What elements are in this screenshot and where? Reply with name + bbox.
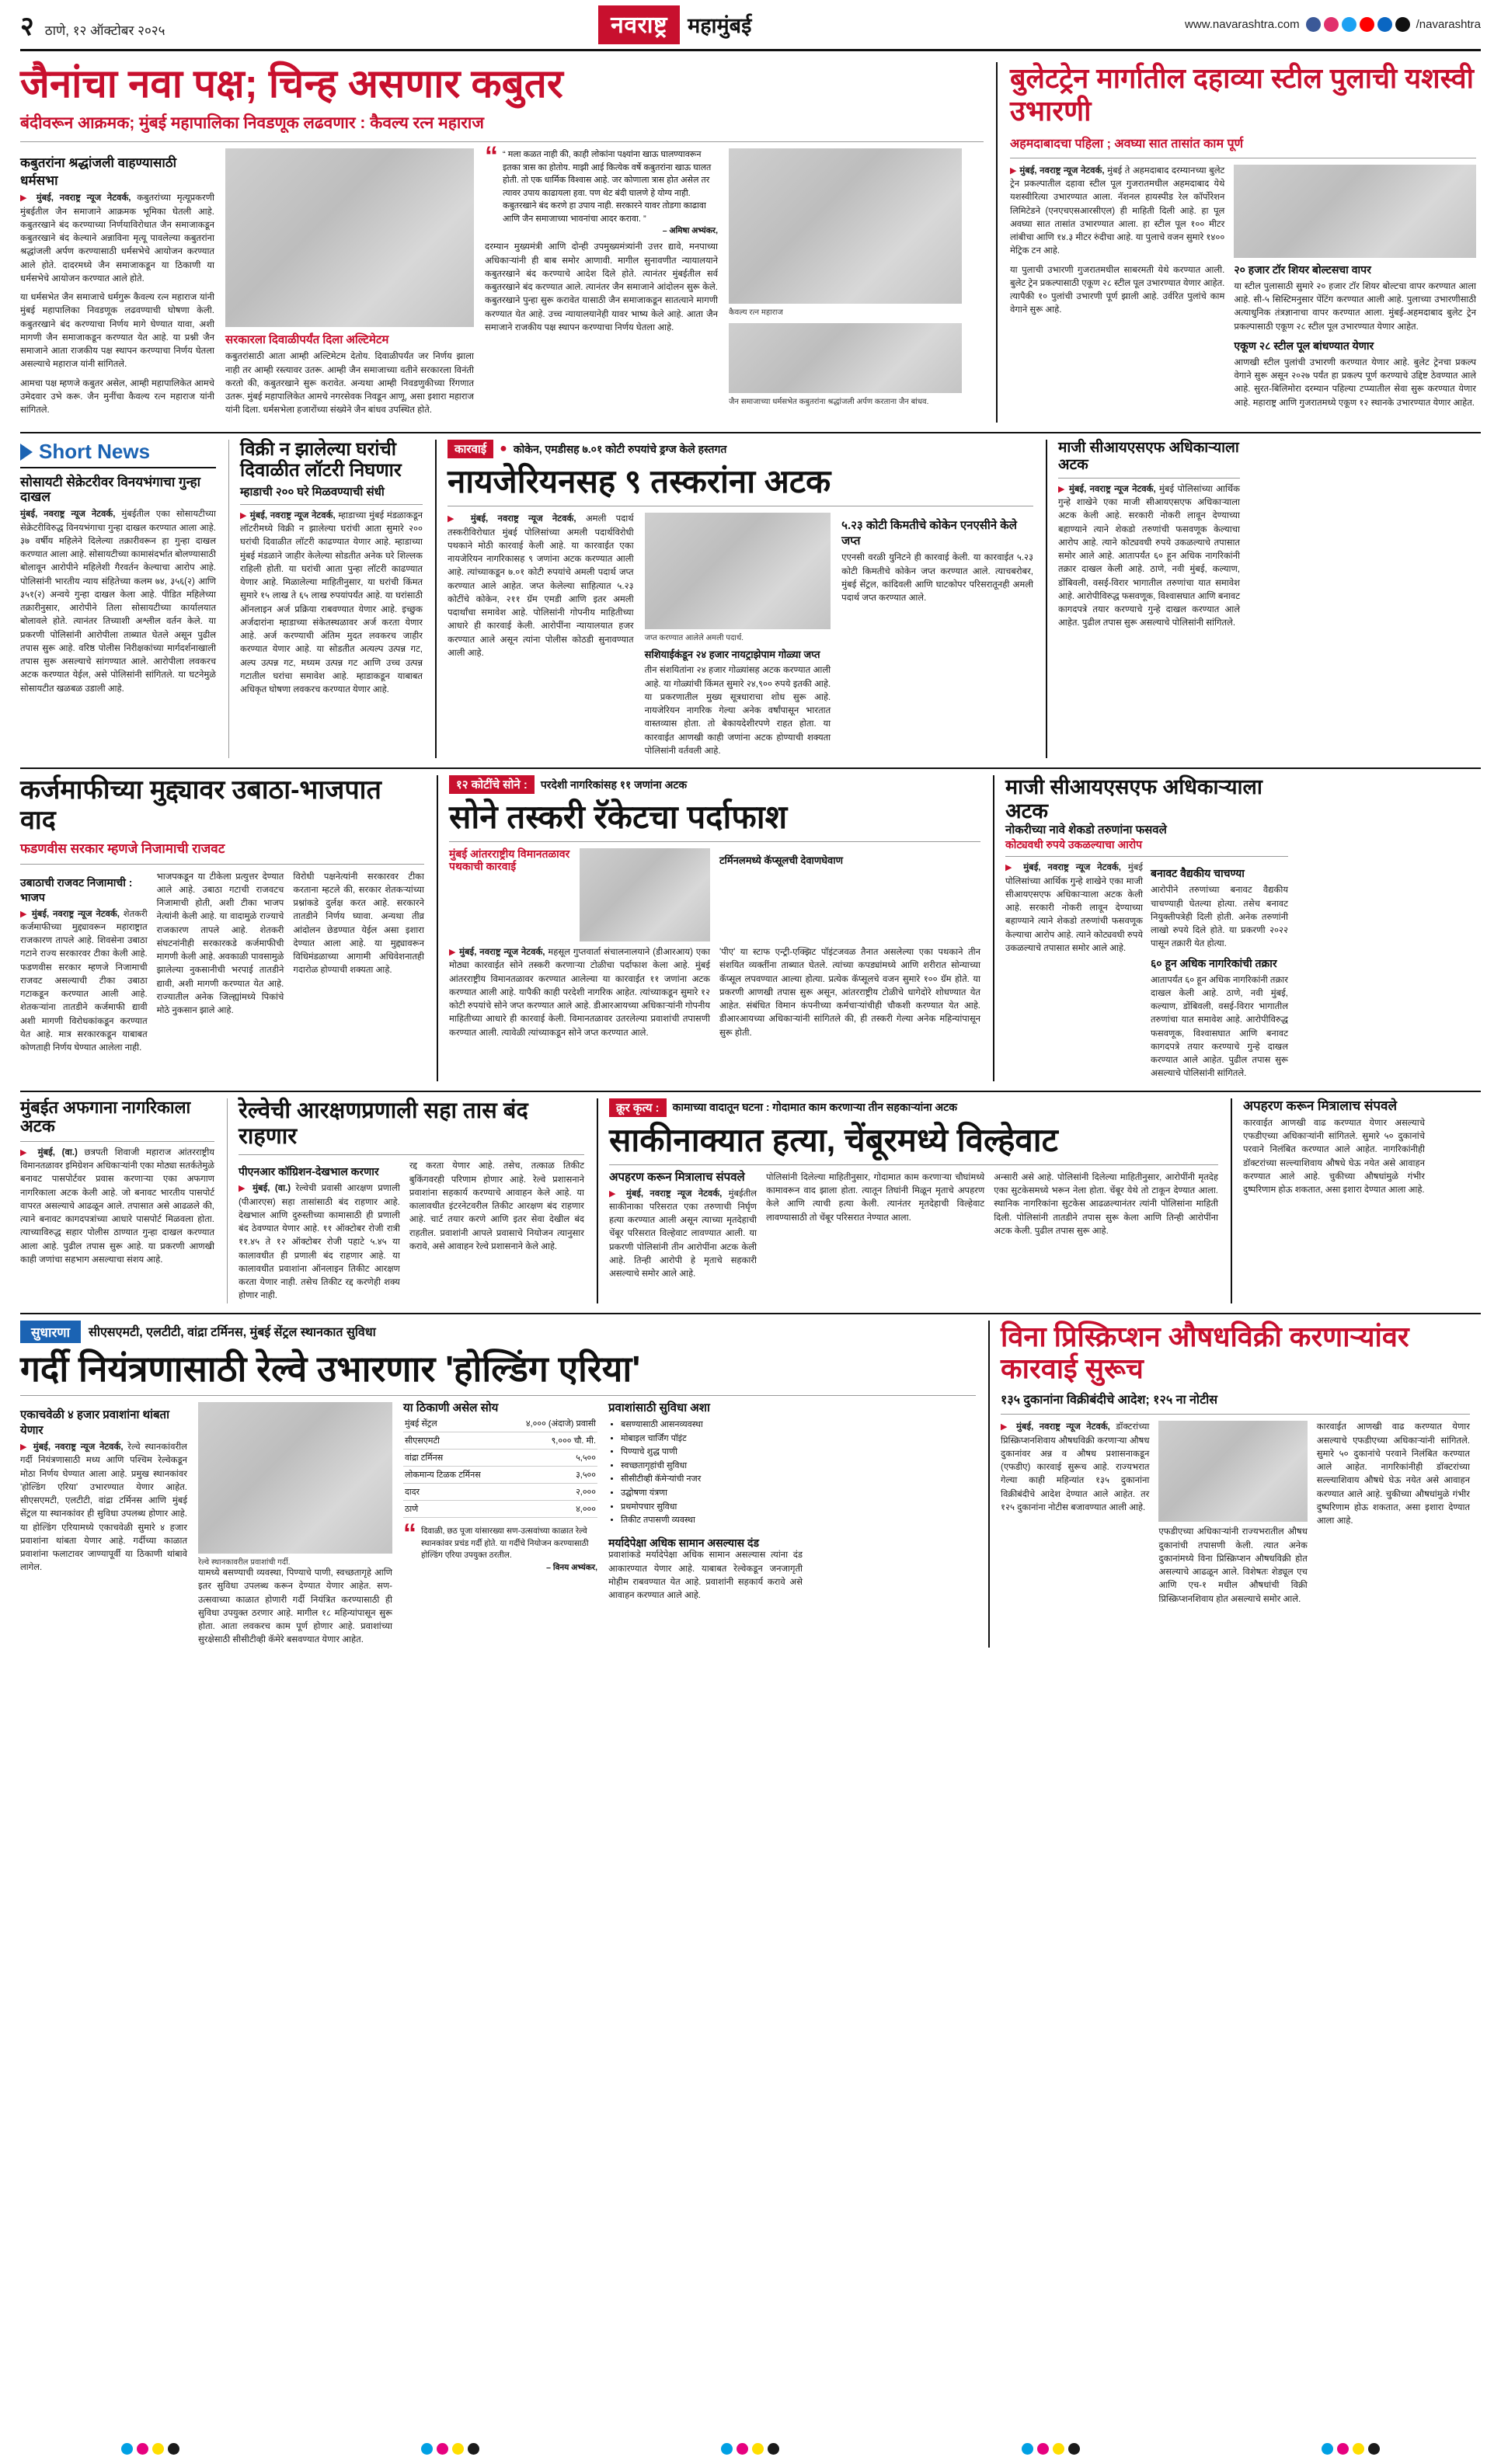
railway-byline: मुंबई, (वा.) — [252, 1184, 291, 1194]
social-handle: /navarashtra — [1416, 18, 1481, 31]
play-arrow-icon — [20, 444, 33, 461]
holding-area-table — [403, 1415, 597, 1518]
lead-headline: जैनांचा नवा पक्ष; चिन्ह असणार कबुतर — [20, 61, 563, 106]
loan-dek: फडणवीस सरकार म्हणजे निजामाची राजवट — [20, 841, 225, 857]
pharmacy-photo — [1158, 1421, 1307, 1522]
gold-headline: सोने तस्करी रॅकेटचा पर्दाफाश — [449, 799, 788, 836]
holding-area-photo-caption: रेल्वे स्थानकावरील प्रवाशांची गर्दी. — [198, 1558, 291, 1568]
station-name: दादर — [403, 1483, 504, 1500]
lead-quote: “ मला कळत नाही की, काही लोकांना पक्ष्यांना खाऊ घालण्यावरून इतका त्रास का होतोय. माझी आई कित्येक वर्षे कबुतरांना खाऊ घालत होती. तो एक धार्मिक विश्वास आहे. जर कोणाला त्रास होत असेल तर त्यावर उपाय काढायला हवा. पण थेट बंदी घालणे हे योग्य नाही. कबुतरखाने बंद करणे हा उपाय नाही. सरकारने यावर तोडगा काढावा आणि जैन समाजाच्या भावनांचा आदर करावा. ” — [503, 150, 712, 224]
loan-byline: मुंबई, नवराष्ट्र न्यूज नेटवर्क, — [31, 909, 120, 919]
bottom-zone — [20, 1321, 1481, 1648]
website-url[interactable]: www.navarashtra.com — [1185, 18, 1300, 31]
table-row — [403, 1432, 597, 1449]
bullet-train-col1: मुंबई ते अहमदाबाद दरम्यानच्या बुलेट ट्रेन प्रकल्पातील दहावा स्टील पूल गुजरातमधील अहमदाबाद येथे यशस्वीरित्या उभारण्यात आला. नॅशनल हायस्पीड रेल कॉर्पोरेशन लिमिटेडने (एनएचएसआरसीएल) ही माहिती दिली आहे. हा पूल अवघ्या सात तासांत उभारण्यात आला. हा स्टील पूल १०० मीटर लांबीचा आणि १४.३ मीटर रुंदीचा आहे. या पुलाचे वजन सुमारे १४०० मेट्रिक टन आहे. — [1010, 165, 1225, 256]
railway-headline: रेल्वेची आरक्षणप्रणाली सहा तास बंद राहणार — [239, 1098, 528, 1150]
pharmacy-dek: १३५ दुकानांना विक्रीबंदीचे आदेश; १२५ ना नोटीस — [1001, 1394, 1218, 1408]
cisf-headline: माजी सीआयएसएफ अधिकाऱ्याला अटक — [1005, 775, 1262, 823]
gold-submid: टर्मिनलमध्ये कॅप्सूलची देवाणघेवाण — [719, 854, 843, 867]
lead-col1c: आमचा पक्ष म्हणजे कबुतर असेल, आम्ही महापालिकेत आमचे उमेदवार उभे करू. जैन मुनींचा कैवल्य रत्न महाराज यांनी सांगितले. — [20, 378, 214, 416]
holding-area-photo — [198, 1402, 392, 1554]
railway-subhead: पीएनआर कॉग्रिशन-देखभाल करणार — [239, 1165, 379, 1178]
gold-byline: मुंबई, नवराष्ट्र न्यूज नेटवर्क, — [459, 948, 545, 958]
station-name: वांद्रा टर्मिनस — [403, 1449, 504, 1466]
page-number: २ — [20, 11, 34, 41]
station-value: ४,००० — [504, 1500, 597, 1517]
list-item: • सीसीटीव्ही कॅमेऱ्यांची नजर — [621, 1473, 803, 1487]
lead-story: जैनांचा नवा पक्ष; चिन्ह असणार कबुतर बंदीवरून आक्रमक; मुंबई महापालिका निवडणूक लढवणार : कैवल्य रत्न महाराज कबुतरांना श्रद्धांजली वाहण्यासाठी धर्मसभा ▶ मुंबई, नवराष्ट्र न्यूज नेटवर्क, कबुतरांच्या मृत्यूप्रकरणी मुंबईतील जैन समाजाने आक्रमक भूमिका घेतली आहे. कबुतरखाने बंद करण्याच्या निर्णयाविरोधात जैन समाजाकडून कबुतरखाने बंद केल्याने अन्नाविना मृत्यू पावलेल्या कबुतरांना श्रद्धांजली अर्पण करण्यासाठी धर्मसभेचे आयोजन करण्यात आले होते. दादरमध्ये जैन समाजाकडून या ठिकाणी या धर्मसभेचे आयोजन करण्यात आले होते. या धर्मसभेत जैन समाजाचे धर्मगुरू कैवल्य रत्न महाराज यांनी मुंबई महापालिका निवडणूक लढवण्याची घोषणा केली. कबुतरखाने बंद करण्याचा निर्णय मागे घेण्यात यावा, अशी मागणी जैन समाजाकडून करण्यात येत आहे. या प्रश्नी जैन समाजाने आता राजकीय पक्ष स्थापन करण्याचा निर्णय घेतला असल्याचे महाराज यांनी सांगितले. आमचा पक्ष म्हणजे कबुतर असेल, आम्ही महापालिकेत आमचे उमेदवार उभे करू. जैन मुनींचा कैवल्य रत्न महाराज यांनी सांगितले. सरकारला दिवाळीपर्यंत दिला अल्टिमेटम कबुतरांसाठी आता आम्ही अल्टिमेटम देतोय. दिवाळीपर्यंत जर निर्णय झाला नाही तर आम्ही रस्त्यावर उतरू. आम्ही जैन समाजाच्या वतीने सरकारला विनंती करतो की, कबुतरखाने सुरू करावेत. अन्यथा आम्ही निवडणुकीच्या रिंगणात उतरू. मुंबई महापालिकेत आमचे नगरसेवक निवडून आणू, असा इशारा महाराज यांनी दिला. धर्मसभेला हजारोंच्या संख्येने जैन बांधव उपस्थित होते. “ “ मला कळत नाही की, काही लोकांना पक्ष्यांना खाऊ घालण्यावरून इतका त्रास का होतोय. माझी आई कित्येक वर्षे कबुतरांना खाऊ घालत होती. तो एक धार्मिक विश्वास आहे. जर कोणाला त्रास होत असेल तर त्यावर उपाय काढायला हवा. पण थेट बंदी घालणे हे योग्य नाही. कबुतरखाने बंद करणे हा उपाय नाही. सरकारने यावर तोडगा काढावा आणि जैन समाजाच्या भावनांचा आदर करावा. ” – अमिषा अभ्यंकर, दरम्यान मुख्यमंत्री आणि दोन्ही उपमुख्यमंत्र्यांनी उत्तर द्यावे, मनपाच्या अधिकाऱ्यांनी ही बाब समोर आणावी. मागील सुनावणीत न्यायालयाने कबुतरखाने बंद करण्याचे आदेश दिले होते. त्यानंतर मुंबईतील सर्व कबुतरखाने बंद करण्यात आले. त्यानंतर जैन समाजाने आंदोलन सुरू केले. कबुतरखाने पुन्हा सुरू करावेत यासाठी जैन समाजाकडून सातत्याने मागणी करण्यात येत आहे. उच्च न्यायालयानेही यावर भाष्य केले आहे. आता जैन समाजाने राजकीय पक्ष स्थापन करण्याचा निर्णय घेतला आहे. कैवल्य रत्न महाराज जैन समाजाच्या धर्मसभेत कबुतरांना श्रद्धांजली अर्पण करताना जैन बांधव. — [20, 62, 984, 423]
lottery-story: विक्री न झालेल्या घरांची दिवाळीत लॉटरी निघणार म्हाडाची २०० घरे मिळवण्याची संधी ▶ मुंबई, नवराष्ट्र न्यूज नेटवर्क, म्हाडाच्या मुंबई मंडळाकडून लॉटरीमध्ये विक्री न झालेल्या घरांची आता सुमारे २०० घरांची दिवाळीत लॉटरी काढण्यात येणार आहे. म्हाडाच्या मुंबई मंडळाने जाहीर केलेल्या सोडतीत अनेक घरे शिल्लक राहिली होती. या घरांची आता पुन्हा लॉटरी काढण्यात येणार आहे. मिळालेल्या माहितीनुसार, या घरांची किंमत सुमारे १५ लाख ते ६५ लाख रुपयांपर्यंत आहे. या घरांसाठी ऑनलाइन अर्ज प्रक्रिया राबवण्यात येणार आहे. इच्छुक अर्जदारांना म्हाडाच्या संकेतस्थळावर अर्ज करता येणार आहे. अर्ज करण्याची अंतिम मुदत लवकरच जाहीर करण्यात येणार आहे. या सोडतीत अत्यल्प उत्पन्न गट, अल्प उत्पन्न गट, मध्यम उत्पन्न गट आणि उच्च उत्पन्न गटातील घरांचा समावेश आहे. म्हाडाकडून याबाबत अधिकृत घोषणा लवकरच करण्यात येणार आहे. — [228, 440, 423, 758]
murder-kicker: कामाच्या वादातून घटना : गोदामात काम करणाऱ्या तीन सहकाऱ्यांना अटक — [672, 1101, 958, 1114]
afghan-byline: मुंबई, (वा.) — [37, 1147, 78, 1157]
third-zone — [20, 775, 1481, 1081]
table-row — [403, 1466, 597, 1483]
lead-col1: कबुतरांच्या मृत्यूप्रकरणी मुंबईतील जैन समाजाने आक्रमक भूमिका घेतली आहे. कबुतरखाने बंद करण्याच्या निर्णयाविरोधात जैन समाजाकडून कबुतरखाने बंद केल्याने अन्नाविना मृत्यू पावलेल्या कबुतरांना श्रद्धांजली अर्पण करण्यासाठी धर्मसभेचे आयोजन करण्यात आले होते. दादरमध्ये जैन समाजाकडून या ठिकाणी या धर्मसभेचे आयोजन करण्यात आले होते. — [20, 193, 215, 284]
lead-portrait-caption: कैवल्य रत्न महाराज — [729, 308, 783, 318]
holding-area-col2: यामध्ये बसण्याची व्यवस्था, पिण्याचे पाणी, स्वच्छतागृहे आणि इतर सुविधा उपलब्ध करून देण्यात येणार आहेत. सण-उत्सवाच्या काळात होणारी गर्दी नियंत्रित करण्यासाठी ही सुविधा उपयुक्त ठरणार आहे. मागील १८ महिन्यांपासून सुरू होता. आता लवकरच काम पूर्ण होणार आहे. प्रवाशांच्या सुरक्षेसाठी सीसीटीव्ही कॅमेरे बसवण्यात येणार आहेत. — [198, 1568, 392, 1645]
lead-subhead: कबुतरांना श्रद्धांजली वाहण्यासाठी धर्मसभा — [20, 155, 177, 189]
pharmacy-col1: डॉक्टरांच्या प्रिस्क्रिप्शनशिवाय औषधविक्री करणाऱ्या औषध दुकानांवर अन्न व औषध प्रशासनाकडून (एफडीए) कारवाई सुरूच आहे. राज्यभरात गेल्या काही महिन्यांत १३५ दुकानांना विक्रीबंदीचे आदेश देण्यात आले आहेत. तर १२५ दुकानांना नोटीस बजावण्यात आली आहे. — [1001, 1422, 1150, 1512]
holding-area-kicker: सीएसएमटी, एलटीटी, वांद्रा टर्मिनस, मुंबई सेंट्रल स्थानकात सुविधा — [89, 1326, 376, 1340]
holding-area-quote2: प्रवाशांकडे मर्यादेपेक्षा अधिक सामान असल्यास त्यांना दंड आकारण्यात येणार आहे. याबाबत रेल्वेकडून जनजागृती मोहीम राबवण्यात येत आहे. प्रवाशांनी सहकार्य करावे असे आवाहन करण्यात आले आहे. — [608, 1550, 803, 1601]
gold-kicker: परदेशी नागरिकांसह ११ जणांना अटक — [540, 778, 688, 791]
drugs-kicker: कोकेन, एमडीसह ७.०१ कोटी रुपयांचे ड्रग्ज केले हस्तगत — [513, 442, 727, 455]
list-item: • स्वच्छतागृहांची सुविधा — [621, 1460, 803, 1474]
bullet-train-col1b: या पुलाची उभारणी गुजरातमधील साबरमती येथे करण्यात आली. बुलेट ट्रेन प्रकल्पासाठी एकूण २८ स्टील पूल उभारण्यात येणार आहेत. त्यापैकी १० पुलांची उभारणी पूर्ण झाली आहे. उर्वरित पुलांचे काम वेगाने सुरू आहे. — [1010, 265, 1225, 315]
pharmacy-col2: एफडीएच्या अधिकाऱ्यांनी राज्यभरातील औषध दुकानांची तपासणी केली. त्यात अनेक दुकानांमध्ये विना प्रिस्क्रिप्शन औषधविक्री होत असल्याचे आढळून आले. विशेषतः शेड्यूल एच आणि एच-१ मधील औषधांची विक्री प्रिस्क्रिप्शनशिवाय होत असल्याचे समोर आले. — [1158, 1527, 1308, 1604]
table-row — [403, 1449, 597, 1466]
lead-col2: कबुतरांसाठी आता आम्ही अल्टिमेटम देतोय. दिवाळीपर्यंत जर निर्णय झाला नाही तर आम्ही रस्त्यावर उतरू. आम्ही जैन समाजाच्या वतीने सरकारला विनंती करतो की, कबुतरखाने सुरू करावेत. अन्यथा आम्ही निवडणुकीच्या रिंगणात उतरू. मुंबई महापालिकेत आमचे नगरसेवक निवडून आणू, असा इशारा महाराज यांनी दिला. धर्मसभेला हजारोंच्या संख्येने जैन बांधव उपस्थित होते. — [225, 352, 474, 416]
cisf-col3: आतापर्यंत ६० हून अधिक नागरिकांनी तक्रार दाखल केली आहे. ठाणे, नवी मुंबई, कल्याण, डोंबिवली, वसई-विरार भागातील तरुणांचा यात समावेश आहे. आरोपीविरुद्ध फसवणूक, विश्वासघात आणि बनावट कागदपत्रे तयार करण्याचे गुन्हे दाखल करण्यात आले आहेत. पुढील तपास सुरू असल्याचे पोलिसांनी सांगितले. — [1151, 975, 1288, 1079]
drugs-photo-caption: जप्त करण्यात आलेले अमली पदार्थ. — [644, 634, 744, 643]
bullet-train-sub2: एकूण २८ स्टील पूल बांधण्यात येणार — [1234, 339, 1374, 352]
instagram-icon[interactable] — [1324, 17, 1339, 32]
murder-headline: साकीनाक्यात हत्या, चेंबूरमध्ये विल्हेवाट — [609, 1121, 1058, 1158]
fourth-zone — [20, 1098, 1481, 1303]
gold-tag: १२ कोटींचे सोने : — [449, 775, 535, 794]
quote-open-icon: “ — [485, 141, 498, 172]
station-value: ९,००० चौ. मी. — [504, 1432, 597, 1449]
bullet-train-photo — [1234, 165, 1476, 258]
pharmacy-headline: विना प्रिस्क्रिप्शन औषधविक्री करणाऱ्यांवर कारवाई सुरूच — [1001, 1320, 1409, 1385]
loan-col3: विरोधी पक्षनेत्यांनी सरकारवर टीका करताना म्हटले की, सरकार शेतकऱ्यांच्या प्रश्नांकडे दुर्लक्ष करत आहे. सरकारने तातडीने निर्णय घ्यावा. अन्यथा तीव्र आंदोलन छेडण्यात येईल असा इशारा देण्यात आला आहे. या मुद्द्यावरून विधिमंडळाच्या आगामी अधिवेशनातही गदारोळ होण्याची शक्यता आहे. — [293, 872, 424, 976]
masthead-left — [20, 7, 165, 43]
cisf-byline: मुंबई, नवराष्ट्र न्यूज नेटवर्क, — [1023, 863, 1121, 873]
loan-story: कर्जमाफीच्या मुद्द्यावर उबाठा-भाजपात वाद फडणवीस सरकार म्हणजे निजामाची राजवट उबाठाची राजवट निजामाची : भाजप ▶ मुंबई, नवराष्ट्र न्यूज नेटवर्क, शेतकरी कर्जमाफीच्या मुद्द्यावरून महाराष्ट्रात राजकारण तापले आहे. शिवसेना उबाठा गटाने राज्य सरकारवर टीका केली आहे. फडणवीस सरकार म्हणजे निजामाची राजवट असल्याची टीका उबाठा गटाकडून करण्यात आली आहे. शेतकऱ्यांना तातडीने कर्जमाफी द्यावी अशी मागणी विरोधकांकडून करण्यात येत आहे. मात्र सरकारकडून याबाबत कोणताही निर्णय घेण्यात आलेला नाही. भाजपकडून या टीकेला प्रत्युत्तर देण्यात आले आहे. उबाठा गटाची राजवटच निजामाची होती, अशी टीका भाजप नेत्यांनी केली आहे. या वादामुळे राज्याचे राजकारण तापले आहे. शेतकरी संघटनांनीही सरकारकडे कर्जमाफीची मागणी केली आहे. अवकाळी पावसामुळे झालेल्या नुकसानीची भरपाई तातडीने द्यावी, अशी मागणी करण्यात येत आहे. राज्यातील अनेक जिल्ह्यांमध्ये पिकांचे मोठे नुकसान झाले आहे. विरोधी पक्षनेत्यांनी सरकारवर टीका करताना म्हटले की, सरकार शेतकऱ्यांच्या प्रश्नांकडे दुर्लक्ष करत आहे. सरकारने तातडीने निर्णय घ्यावा. अन्यथा तीव्र आंदोलन छेडण्यात येईल असा इशारा देण्यात आला आहे. या मुद्द्यावरून विधिमंडळाच्या आगामी अधिवेशनातही गदारोळ होण्याची शक्यता आहे. — [20, 775, 424, 1081]
registration-color-bars — [0, 2443, 1501, 2455]
lead-quote2: दरम्यान मुख्यमंत्री आणि दोन्ही उपमुख्यमंत्र्यांनी उत्तर द्यावे, मनपाच्या अधिकाऱ्यांनी ही बाब समोर आणावी. मागील सुनावणीत न्यायालयाने कबुतरखाने बंद करण्याचे आदेश दिले होते. त्यानंतर मुंबईतील सर्व कबुतरखाने बंद करण्यात आले. त्यानंतर जैन समाजाने आंदोलन सुरू केले. कबुतरखाने पुन्हा सुरू करावेत यासाठी जैन समाजाकडून सातत्याने मागणी करण्यात येत आहे. उच्च न्यायालयानेही यावर भाष्य केले आहे. आता जैन समाजाने राजकीय पक्ष स्थापन करण्याचा निर्णय घेतला आहे. — [485, 242, 718, 332]
facebook-icon[interactable] — [1306, 17, 1321, 32]
holding-area-list — [608, 1418, 803, 1528]
cisf-col1: मुंबई पोलिसांच्या आर्थिक गुन्हे शाखेने एका माजी सीआयएसएफ अधिकाऱ्याला अटक केली आहे. सरकारी नोकरी लावून देण्याच्या बहाण्याने त्याने शेकडो तरुणांची फसवणूक केल्याचा आरोप आहे. त्याने कोट्यवधी रुपये उकळल्याचे तपासात समोर आले आहे. — [1005, 863, 1143, 953]
station-name: मुंबई सेंट्रल — [403, 1415, 504, 1432]
short-news-body: मुंबईतील एका सोसायटीच्या सेक्रेटरीविरुद्ध विनयभंगाचा गुन्हा दाखल करण्यात आला आहे. ३७ वर्षीय महिलेने दिलेल्या तक्रारीवरून हा गुन्हा दाखल करण्यात आला आहे. सोसायटीच्या कामासंदर्भात बोलण्यासाठी बोलावून आरोपीने महिलेशी गैरवर्तन केल्याचा आरोप आहे. पोलिसांनी भारतीय न्याय संहितेच्या कलम ७४, ३५६(२) आणि ३५१(२) अन्वये गुन्हा दाखल केला आहे. पीडित महिलेच्या तक्रारीनुसार, आरोपीने तिला सोसायटीच्या कार्यालयात बोलावले होते. त्यानंतर तिच्याशी अश्लील वर्तन केले. या प्रकरणी पोलिसांनी आरोपीला ताब्यात घेतले असून पुढील तपास सुरू आहे. वरिष्ठ पोलीस निरीक्षकांच्या मार्गदर्शनाखाली तपास सुरू असल्याचे सांगण्यात आले. आरोपीला लवकरच अटक करण्यात येईल, असे पोलिसांनी सांगितले. या घटनेमुळे सोसायटीत खळबळ उडाली आहे. — [20, 510, 216, 694]
list-item: • मोबाइल चार्जिंग पॉइंट — [621, 1432, 803, 1446]
gold-subhead: मुंबई आंतरराष्ट्रीय विमानतळावर पथकाची कारवाई — [449, 847, 570, 872]
lottery-subhead: म्हाडाची २०० घरे मिळवण्याची संधी — [240, 485, 385, 499]
social-icons — [1306, 17, 1410, 32]
holding-area-quote1: दिवाळी, छठ पूजा यांसारख्या सण-उत्सवांच्या काळात रेल्वे स्थानकांवर प्रचंड गर्दी होते. या गर्दीचे नियोजन करण्यासाठी होल्डिंग एरिया उपयुक्त ठरतील. — [421, 1526, 589, 1561]
gold-col1: महसूल गुप्तवार्ता संचालनालयाने (डीआरआय) एका मोठ्या कारवाईत सोने तस्करी करणाऱ्या टोळीचा पर्दाफाश केला आहे. मुंबई आंतरराष्ट्रीय विमानतळावर करण्यात आलेल्या या कारवाईत ११ जणांना अटक करण्यात आली आहे. यापैकी काही परदेशी नागरिक आहेत. त्यांच्याकडून सुमारे १२ कोटी रुपयांचे सोने जप्त करण्यात आले आहे. डीआरआयच्या अधिकाऱ्यांनी गोपनीय माहितीच्या आधारे ही कारवाई केली. विमानतळावर उतरलेल्या प्रवाशांची तपासणी करण्यात आली. त्यावेळी त्यांच्याकडून सोने जप्त करण्यात आले. — [449, 948, 710, 1038]
table-row — [403, 1500, 597, 1517]
holding-area-subhead: एकाचवेळी ४ हजार प्रवाशांना थांबता येणार — [20, 1408, 169, 1438]
holding-area-tag: सुधारणा — [20, 1321, 81, 1343]
short-news-block — [20, 440, 216, 758]
pharmacy-col3: कारवाईत आणखी वाढ करण्यात येणार असल्याचे एफडीएच्या अधिकाऱ्यांनी सांगितले. सुमारे ५० दुकानांचे परवाने निलंबित करण्यात आले आहेत. नागरिकांनीही डॉक्टरांच्या सल्ल्याशिवाय औषधे घेऊ नयेत असे आवाहन करण्यात आले आहे. चुकीच्या औषधांमुळे गंभीर दुष्परिणाम होऊ शकतात, असा इशारा देण्यात आला आहे. — [1316, 1422, 1470, 1526]
threads-icon[interactable] — [1395, 17, 1410, 32]
bullet-train-sub1: २० हजार टॉर शियर बोल्टसचा वापर — [1234, 263, 1371, 276]
holding-area-col1: रेल्वे स्थानकांवरील गर्दी नियंत्रणासाठी मध्य आणि पश्चिम रेल्वेकडून मोठा निर्णय घेण्यात आला आहे. प्रमुख स्थानकांवर 'होल्डिंग एरिया' उभारण्यात येणार आहेत. सीएसएमटी, एलटीटी, वांद्रा टर्मिनस आणि मुंबई सेंट्रल या स्थानकांवर ही सुविधा उपलब्ध होणार आहे. या होल्डिंग एरियामध्ये एकाचवेळी सुमारे ४ हजार प्रवाशांना थांबता येणार आहे. गर्दीच्या काळात प्रवाशांना फलाटावर जाण्यापूर्वी या ठिकाणी थांबावे लागेल. — [20, 1443, 187, 1573]
drugs-headline: नायजेरियनसह ९ तस्करांना अटक — [448, 463, 831, 500]
gold-story: १२ कोटींचे सोने : परदेशी नागरिकांसह ११ जणांना अटक सोने तस्करी रॅकेटचा पर्दाफाश मुंबई आंतरराष्ट्रीय विमानतळावर पथकाची कारवाई टर्मिनलमध्ये कॅप्सूलची देवाणघेवाण ▶ मुंबई, नवराष्ट्र न्यूज नेटवर्क, महसूल गुप्तवार्ता संचालनालयाने (डीआरआय) एका मोठ्या कारवाईत सोने तस्करी करणाऱ्या टोळीचा पर्दाफाश केला आहे. मुंबई आंतरराष्ट्रीय विमानतळावर करण्यात आलेल्या या कारवाईत ११ जणांना अटक करण्यात आली आहे. यापैकी काही परदेशी नागरिक आहेत. त्यांच्याकडून सुमारे १२ कोटी रुपयांचे सोने जप्त करण्यात आले आहे. डीआरआयच्या अधिकाऱ्यांनी गोपनीय माहितीच्या आधारे ही कारवाई केली. विमानतळावर उतरलेल्या प्रवाशांची तपासणी करण्यात आली. त्यावेळी त्यांच्याकडून सोने जप्त करण्यात आले. 'पीए' या स्टाफ एन्ट्री-एक्झिट पॉइंटजवळ तैनात असलेल्या एका पथकाने तीन संशयित व्यक्तींना ताब्यात घेतले. त्यांच्या कपड्यांमध्ये आणि शरीरात सोन्याच्या कॅप्सूल लपवण्यात आल्या होत्या. प्रत्येक कॅप्सूलचे वजन सुमारे १०० ग्रॅम होते. या प्रकरणी आणखी तपास सुरू असून, आंतरराष्ट्रीय टोळीचे धागेदोरे शोधण्यात येत आहेत. संबंधित विमान कंपनीच्या कर्मचाऱ्यांचीही चौकशी करण्यात येत आहे. डीआरआयच्या अधिकाऱ्यांनी सांगितले की, ही तस्करी गेल्या अनेक महिन्यांपासून सुरू होती. — [437, 775, 980, 1081]
railway-col2: रद्द करता येणार आहे. तसेच, तत्काळ तिकीट बुकिंगवरही परिणाम होणार आहे. रेल्वे प्रशासनाने प्रवाशांना सहकार्य करण्याचे आवाहन केले आहे. या कालावधीत इंटरनेटवरील तिकीट आरक्षण बंद राहणार आहे. चार्ट तयार करणे आणि इतर सेवा देखील बंद राहतील. प्रवाशांनी आपले प्रवासाचे नियोजन त्यानुसार करावे, असे आवाहन रेल्वे प्रशासनाने केले आहे. — [409, 1161, 584, 1251]
lead-dek: बंदीवरून आक्रमक; मुंबई महापालिका निवडणूक लढवणार : कैवल्य रत्न महाराज — [20, 114, 484, 133]
top-zone — [20, 62, 1481, 423]
short-news-flag-label: Short News — [39, 440, 151, 464]
cisf-subhead: कोट्यवधी रुपये उकळल्याचा आरोप — [1005, 837, 1143, 851]
color-bar-group — [421, 2443, 479, 2455]
bullet-train-col2: या स्टील पुलासाठी सुमारे २० हजार टॉर शियर बोल्टचा वापर करण्यात आला आहे. सी-५ सिस्टिमनुसार पेंटिंग करण्यात आली आहे. पुलाच्या उभारणीसाठी अत्याधुनिक तंत्रज्ञानाचा वापर करण्यात आला. मुंबई-अहमदाबाद बुलेट ट्रेन प्रकल्पासाठी एकूण २८ स्टील पूल उभारण्यात येणार आहेत. — [1234, 281, 1476, 332]
station-name: ठाणे — [403, 1500, 504, 1517]
pharmacy-byline: मुंबई, नवराष्ट्र न्यूज नेटवर्क, — [1016, 1422, 1110, 1432]
holding-area-list-title: प्रवाशांसाठी सुविधा अशा — [608, 1401, 710, 1415]
lead-photo-caption: जैन समाजाच्या धर्मसभेत कबुतरांना श्रद्धांजली अर्पण करताना जैन बांधव. — [729, 398, 929, 407]
cisf-sub2: ६० हून अधिक नागरिकांची तक्रार — [1151, 956, 1277, 969]
lead-photo-2 — [729, 323, 962, 393]
murder-tag: क्रूर कृत्य : — [609, 1098, 667, 1117]
youtube-icon[interactable] — [1360, 17, 1374, 32]
linkedin-icon[interactable] — [1377, 17, 1392, 32]
bullet-dot-icon: ● — [500, 442, 507, 456]
murder-col2: पोलिसांनी दिलेल्या माहितीनुसार, गोदामात काम करणाऱ्या चौघांमध्ये कामावरून वाद झाला होता. त्यातून तिघांनी मिळून मृताचे अपहरण केले आणि त्याची हत्या केली. त्यानंतर मृतदेहाची विल्हेवाट लावण्यासाठी तो चेंबूर परिसरात नेण्यात आला. — [766, 1172, 985, 1223]
station-value: ३,५०० — [504, 1466, 597, 1483]
bullet-train-col3: आणखी स्टील पुलांची उभारणी करण्यात येणार आहे. बुलेट ट्रेनचा प्रकल्प वेगाने सुरू असून २०२७ पर्यंत हा प्रकल्प पूर्ण करण्याचे उद्दिष्ट ठेवण्यात आले आहे. सुरत-बिलिमोरा दरम्यान पहिल्या टप्प्यातील सेवा सुरू करण्यात येणार आहे. महाराष्ट्र आणि गुजरातमध्ये एकूण १२ स्थानके उभारण्यात येणार आहेत. — [1234, 357, 1476, 408]
list-item: • बसण्यासाठी आसनव्यवस्था — [621, 1418, 803, 1432]
holding-area-byline: मुंबई, नवराष्ट्र न्यूज नेटवर्क, — [33, 1443, 124, 1453]
bullet-train-byline: मुंबई, नवराष्ट्र न्यूज नेटवर्क, — [1019, 165, 1105, 176]
afghan-body: छत्रपती शिवाजी महाराज आंतरराष्ट्रीय विमानतळावर इमिग्रेशन अधिकाऱ्यांनी एका मोठ्या सतर्कतेमुळे बनावट पासपोर्टवर प्रवास करणाऱ्या एका अफगाण नागरिकाला अटक केली आहे. जो बनावट भारतीय पासपोर्ट वापरत असल्याचे आढळून आले. तपासात असे आढळले की, त्याने बनावट कागदपत्रांच्या आधारे पासपोर्ट मिळवला होता. त्याच्याविरुद्ध सहार पोलीस ठाण्यात गुन्हा दाखल करण्यात आला आहे. पुढील तपास सुरू आहे. या प्रकरणी आणखी काही जणांचा सहभाग असल्याचा संशय आहे. — [20, 1147, 214, 1265]
drugs-col1: अमली पदार्थ तस्करीविरोधात मुंबई पोलिसांच्या अमली पदार्थविरोधी पथकाने मोठी कारवाई केली आहे. या कारवाईत एका नायजेरियन नागरिकासह ९ जणांना अटक करण्यात आली आहे. त्यांच्याकडून ७.०१ कोटी रुपयांचे अमली पदार्थ जप्त करण्यात आले आहेत. जप्त केलेल्या साहित्यात ५.२३ कोटींचे कोकेन, २११ ग्रॅम एमडी आणि इतर अमली पदार्थांचा समावेश आहे. पोलिसांनी गोपनीय माहितीच्या आधारे ही कारवाई केली. आरोपींना न्यायालयात हजर करण्यात आले असून त्यांना पोलीस कोठडी सुनावण्यात आली आहे. — [448, 514, 634, 658]
drugs-photo — [645, 513, 831, 629]
custody-byline: मुंबई, नवराष्ट्र न्यूज नेटवर्क, — [1068, 484, 1156, 494]
murder-col1: मुंबईतील साकीनाका परिसरात एका तरुणाची निर्घृण हत्या करण्यात आली असून त्याच्या मृतदेहाची चेंबूर परिसरात विल्हेवाट लावण्यात आली. या प्रकरणी पोलिसांनी तीन आरोपींना अटक केली आहे. तिन्ही आरोपी हे मृताचे सहकारी असल्याचे समोर आले आहे. — [609, 1188, 757, 1279]
list-item: • पिण्याचे शुद्ध पाणी — [621, 1446, 803, 1460]
lead-photo — [225, 148, 474, 327]
loan-subhead: उबाठाची राजवट निजामाची : भाजप — [20, 875, 133, 903]
color-bar-group — [121, 2443, 179, 2455]
murder-subhead: अपहरण करून मित्रालाच संपवले — [609, 1170, 745, 1184]
bullet-train-story: बुलेटट्रेन मार्गातील दहाव्या स्टील पुलाची यशस्वी उभारणी अहमदाबादचा पहिला ; अवघ्या सात तासांत काम पूर्ण ▶ मुंबई, नवराष्ट्र न्यूज नेटवर्क, मुंबई ते अहमदाबाद दरम्यानच्या बुलेट ट्रेन प्रकल्पातील दहावा स्टील पूल गुजरातमधील अहमदाबाद येथे यशस्वीरित्या उभारण्यात आला. नॅशनल हायस्पीड रेल कॉर्पोरेशन लिमिटेडने (एनएचएसआरसीएल) ही माहिती दिली आहे. हा पूल अवघ्या सात तासांत उभारण्यात आला. हा स्टील पूल १०० मीटर लांबीचा आणि १४.३ मीटर रुंदीचा आहे. या पुलाचे वजन सुमारे १४०० मेट्रिक टन आहे. या पुलाची उभारणी गुजरातमधील साबरमती येथे करण्यात आली. बुलेट ट्रेन प्रकल्पासाठी एकूण २८ स्टील पूल उभारण्यात येणार आहेत. त्यापैकी १० पुलांची उभारणी पूर्ण झाली आहे. उर्वरित पुलांचे काम वेगाने सुरू आहे. २० हजार टॉर शियर बोल्टसचा वापर या स्टील पुलासाठी सुमारे २० हजार टॉर शियर बोल्टचा वापर करण्यात आला आहे. सी-५ सिस्टिमनुसार पेंटिंग करण्यात आली आहे. पुलाच्या उभारणीसाठी अत्याधुनिक तंत्रज्ञानाचा वापर करण्यात आला. मुंबई-अहमदाबाद बुलेट ट्रेन प्रकल्पासाठी एकूण २८ स्टील पूल उभारण्यात येणार आहेत. एकूण २८ स्टील पूल बांधण्यात येणार आणखी स्टील पुलांची उभारणी करण्यात येणार आहे. बुलेट ट्रेनचा प्रकल्प वेगाने सुरू असून २०२७ पर्यंत हा प्रकल्प पूर्ण करण्याचे उद्दिष्ट ठेवण्यात आले आहे. सुरत-बिलिमोरा दरम्यान पहिल्या टप्प्यातील सेवा सुरू करण्यात येणार आहे. महाराष्ट्र आणि गुजरातमध्ये एकूण १२ स्थानके उभारण्यात येणार आहेत. — [996, 62, 1476, 423]
short-news-headline: सोसायटी सेक्रेटरीवर विनयभंगाचा गुन्हा दाखल — [20, 475, 201, 505]
loan-col1: शेतकरी कर्जमाफीच्या मुद्द्यावरून महाराष्ट्रात राजकारण तापले आहे. शिवसेना उबाठा गटाने राज्य सरकारवर टीका केली आहे. फडणवीस सरकार म्हणजे निजामाची राजवट असल्याची टीका उबाठा गटाकडून करण्यात आली आहे. शेतकऱ्यांना तातडीने कर्जमाफी द्यावी अशी मागणी विरोधकांकडून करण्यात येत आहे. मात्र सरकारकडून याबाबत कोणताही निर्णय घेण्यात आलेला नाही. — [20, 909, 148, 1053]
bullet-train-dek: अहमदाबादचा पहिला ; अवघ्या सात तासांत काम पूर्ण — [1010, 137, 1244, 151]
masthead-logo — [598, 5, 751, 44]
loan-headline: कर्जमाफीच्या मुद्द्यावर उबाठा-भाजपात वाद — [20, 775, 381, 836]
bullet-train-headline: बुलेटट्रेन मार्गातील दहाव्या स्टील पुलाची यशस्वी उभारणी — [1010, 62, 1474, 127]
lead-portrait-photo — [729, 148, 962, 304]
drugs-sub1: ५.२३ कोटी किमतीचे कोकेन एनएसीने केले जप्त — [841, 519, 1017, 548]
list-item: • तिकीट तपासणी व्यवस्था — [621, 1514, 803, 1528]
second-zone — [20, 440, 1481, 758]
masthead-right — [1185, 17, 1481, 32]
drugs-col3: तीन संशयितांना २४ हजार गोळ्यांसह अटक करण्यात आली आहे. या गोळ्यांची किंमत सुमारे २४,९०० रुपये इतकी आहे. या प्रकरणातील मुख्य सूत्रधाराचा शोध सुरू आहे. नायजेरियन नागरिक गेल्या अनेक वर्षांपासून भारतात वास्तव्यास होता. तो बेकायदेशीरपणे राहत होता. या कारवाईत आणखी काही जणांना अटक होण्याची शक्यता पोलिसांनी वर्तवली आहे. — [644, 666, 831, 756]
lead-quote-by: – अमिषा अभ्यंकर, — [662, 226, 718, 236]
gold-photo — [580, 848, 710, 941]
station-value: ४,००० (अंदाजे) प्रवासी — [504, 1415, 597, 1432]
custody-body2: आतापर्यंत ६० हून अधिक नागरिकांनी तक्रार दाखल केली आहे. ठाणे, नवी मुंबई, कल्याण, डोंबिवली, वसई-विरार भागातील तरुणांचा यात समावेश आहे. आरोपीविरुद्ध फसवणूक, विश्वासघात आणि बनावट कागदपत्रे तयार करण्याचे गुन्हे दाखल करण्यात आले आहेत. पुढील तपास सुरू असल्याचे पोलिसांनी सांगितले. — [1058, 552, 1240, 628]
murder-byline: मुंबई, नवराष्ट्र न्यूज नेटवर्क, — [625, 1188, 723, 1199]
afghan-story: मुंबईत अफगाना नागरिकाला अटक ▶ मुंबई, (वा.) छत्रपती शिवाजी महाराज आंतरराष्ट्रीय विमानतळावर इमिग्रेशन अधिकाऱ्यांनी एका मोठ्या सतर्कतेमुळे बनावट पासपोर्टवर प्रवास करणाऱ्या एका अफगाण नागरिकाला अटक केली आहे. जो बनावट भारतीय पासपोर्ट वापरत असल्याचे आढळून आले. तपासात असे आढळले की, त्याने बनावट कागदपत्रांच्या आधारे पासपोर्ट मिळवला होता. त्याच्याविरुद्ध सहार पोलीस ठाण्यात गुन्हा दाखल करण्यात आला आहे. पुढील तपास सुरू आहे. या प्रकरणी आणखी काही जणांचा सहभाग असल्याचा संशय आहे. — [20, 1097, 214, 1265]
lead-byline: मुंबई, नवराष्ट्र न्यूज नेटवर्क, — [36, 193, 131, 204]
list-item: • प्रथमोपचार सुविधा — [621, 1501, 803, 1515]
station-name: लोकमान्य टिळक टर्मिनस — [403, 1466, 504, 1483]
holding-area-quote1-by: – विनय अभ्यंकर, — [546, 1563, 597, 1573]
afghan-headline: मुंबईत अफगाना नागरिकाला अटक — [20, 1097, 191, 1136]
holding-area-story: सुधारणा सीएसएमटी, एलटीटी, वांद्रा टर्मिनस, मुंबई सेंट्रल स्थानकात सुविधा गर्दी नियंत्रणासाठी रेल्वे उभारणार 'होल्डिंग एरिया' एकाचवेळी ४ हजार प्रवाशांना थांबता येणार ▶ मुंबई, नवराष्ट्र न्यूज नेटवर्क, रेल्वे स्थानकांवरील गर्दी नियंत्रणासाठी मध्य आणि पश्चिम रेल्वेकडून मोठा निर्णय घेण्यात आला आहे. प्रमुख स्थानकांवर 'होल्डिंग एरिया' उभारण्यात येणार आहेत. सीएसएमटी, एलटीटी, वांद्रा टर्मिनस आणि मुंबई सेंट्रल या स्थानकांवर ही सुविधा उपलब्ध होणार आहे. या होल्डिंग एरियामध्ये एकाचवेळी सुमारे ४ हजार प्रवाशांना थांबता येणार आहे. गर्दीच्या काळात प्रवाशांना फलाटावर जाण्यापूर्वी या ठिकाणी थांबावे लागेल. रेल्वे स्थानकावरील प्रवाशांची गर्दी. यामध्ये बसण्याची व्यवस्था, पिण्याचे पाणी, स्वच्छतागृहे आणि इतर सुविधा उपलब्ध करून देण्यात येणार आहेत. सण-उत्सवाच्या काळात होणारी गर्दी नियंत्रित करण्यासाठी ही सुविधा उपयुक्त ठरणार आहे. मागील १८ महिन्यांपासून सुरू होता. आता लवकरच काम पूर्ण होणार आहे. प्रवाशांच्या सुरक्षेसाठी सीसीटीव्ही कॅमेरे बसवण्यात येणार आहेत. या ठिकाणी असेल सोय मुंबई सेंट्रल ४,००० (अंदाजे) प्रवासी सीएसएमटी ९,००० चौ. मी. वांद्रा टर्मिनस ५,५०० लोकमान्य टिळक टर्मिनस ३,५०० दादर २,००० ठाणे ४,००० “ दिवाळी, छठ पूजा यांसारख्या सण-उत्सवांच्या काळात रेल्वे स्थानकांवर प्रचंड गर्दी होते. या गर्दीचे नियोजन करण्यासाठी होल्डिंग एरिया उपयुक्त ठरतील. – विनय अभ्यंकर, प्रवाशांसाठी सुविधा अशा • बसण्यासाठी आसनव्यवस्था • मोबाइल चार्जिंग पॉइंट • पिण्याचे शुद्ध पाणी • स्वच्छतागृहांची सुविधा • सीसीटीव्ही कॅमेऱ्यांची नजर • उद्घोषणा यंत्रणा • प्रथमोपचार सुविधा • तिकीट तपासणी व्यवस्था मर्यादेपेक्षा अधिक सामान असल्यास दंड प्रवाशांकडे मर्यादेपेक्षा अधिक सामान असल्यास त्यांना दंड आकारण्यात येणार आहे. याबाबत रेल्वेकडून जनजागृती मोहीम राबवण्यात येत आहे. प्रवाशांनी सहकार्य करावे असे आवाहन करण्यात आले आहे. — [20, 1321, 976, 1648]
custody-headline: माजी सीआयएसएफ अधिकाऱ्याला अटक — [1058, 440, 1239, 473]
lottery-headline: विक्री न झालेल्या घरांची दिवाळीत लॉटरी निघणार — [240, 439, 402, 482]
holding-area-quote2-title: मर्यादेपेक्षा अधिक सामान असल्यास दंड — [608, 1536, 759, 1549]
lead-submid: सरकारला दिवाळीपर्यंत दिला अल्टिमेटम — [225, 333, 389, 347]
table-row — [403, 1415, 597, 1432]
list-item: • उद्घोषणा यंत्रणा — [621, 1487, 803, 1501]
drugs-col2: एएनसी वरळी युनिटने ही कारवाई केली. या कारवाईत ५.२३ कोटी किमतीचे कोकेन जप्त करण्यात आले. त्याचबरोबर, मुंबई सेंट्रल, कांदिवली आणि घाटकोपर परिसरातूनही अमली पदार्थ जप्त करण्यात आले. — [841, 553, 1033, 604]
custody-story: माजी सीआयएसएफ अधिकाऱ्याला अटक ▶ मुंबई, नवराष्ट्र न्यूज नेटवर्क, मुंबई पोलिसांच्या आर्थिक गुन्हे शाखेने एका माजी सीआयएसएफ अधिकाऱ्याला अटक केली आहे. सरकारी नोकरी लावून देण्याच्या बहाण्याने त्याने शेकडो तरुणांची फसवणूक केल्याचा आरोप आहे. त्याने कोट्यवधी रुपये उकळल्याचे तपासात समोर आले आहे. आतापर्यंत ६० हून अधिक नागरिकांनी तक्रार दाखल केली आहे. ठाणे, नवी मुंबई, कल्याण, डोंबिवली, वसई-विरार भागातील तरुणांचा यात समावेश आहे. आरोपीविरुद्ध फसवणूक, विश्वासघात आणि बनावट कागदपत्रे तयार करण्याचे गुन्हे दाखल करण्यात आले आहेत. पुढील तपास सुरू असल्याचे पोलिसांनी सांगितले. — [1046, 440, 1240, 758]
table-row — [403, 1483, 597, 1500]
color-bar-group — [1322, 2443, 1380, 2455]
drugs-byline: मुंबई, नवराष्ट्र न्यूज नेटवर्क, — [470, 514, 576, 524]
pharmacy-brief-headline: अपहरण करून मित्रालाच संपवले — [1243, 1098, 1397, 1113]
cisf-story: माजी सीआयएसएफ अधिकाऱ्याला अटक नोकरीच्या नावे शेकडो तरुणांना फसवले कोट्यवधी रुपये उकळल्याचा आरोप ▶ मुंबई, नवराष्ट्र न्यूज नेटवर्क, मुंबई पोलिसांच्या आर्थिक गुन्हे शाखेने एका माजी सीआयएसएफ अधिकाऱ्याला अटक केली आहे. सरकारी नोकरी लावून देण्याच्या बहाण्याने त्याने शेकडो तरुणांची फसवणूक केल्याचा आरोप आहे. त्याने कोट्यवधी रुपये उकळल्याचे तपासात समोर आले आहे. बनावट वैद्यकीय चाचण्या आरोपीने तरुणांच्या बनावट वैद्यकीय चाचण्याही घेतल्या होत्या. तसेच बनावट नियुक्तीपत्रेही दिली होती. अनेक तरुणांनी लाखो रुपये दिले होते. या प्रकरणी २०२२ पासून तक्रारी येत होत्या. ६० हून अधिक नागरिकांची तक्रार आतापर्यंत ६० हून अधिक नागरिकांनी तक्रार दाखल केली आहे. ठाणे, नवी मुंबई, कल्याण, डोंबिवली, वसई-विरार भागातील तरुणांचा यात समावेश आहे. आरोपीविरुद्ध फसवणूक, विश्वासघात आणि बनावट कागदपत्रे तयार करण्याचे गुन्हे दाखल करण्यात आले आहेत. पुढील तपास सुरू असल्याचे पोलिसांनी सांगितले. — [993, 775, 1288, 1081]
murder-col3: अन्सारी असे आहे. पोलिसांनी दिलेल्या माहितीनुसार, आरोपींनी मृतदेह एका सुटकेसमध्ये भरून नेला होता. चेंबूर येथे तो टाकून देण्यात आला. स्थानिक नागरिकांना सुटकेस आढळल्यानंतर त्यांनी पोलिसांना माहिती दिली. पोलिसांनी तातडीने तपास सुरू केला आणि तिन्ही आरोपींना अटक केली. पुढील तपास सुरू आहे. — [994, 1172, 1218, 1236]
holding-area-table-title: या ठिकाणी असेल सोय — [403, 1401, 499, 1415]
edition-date: ठाणे, १२ ऑक्टोबर २०२५ — [44, 23, 165, 38]
masthead — [20, 0, 1481, 51]
lottery-byline: मुंबई, नवराष्ट्र न्यूज नेटवर्क, — [249, 510, 336, 520]
railway-story: रेल्वेची आरक्षणप्रणाली सहा तास बंद राहणार पीएनआर कॉग्रिशन-देखभाल करणार ▶ मुंबई, (वा.) रेल्वेची प्रवासी आरक्षण प्रणाली (पीआरएस) सहा तासांसाठी बंद राहणार आहे. देखभाल आणि दुरुस्तीच्या कामासाठी ही प्रणाली बंद ठेवण्यात येणार आहे. ११ ऑक्टोबर रोजी रात्री ११.४५ ते १२ ऑक्टोबर रोजी पहाटे ५.४५ या कालावधीत ही प्रणाली बंद राहणार आहे. या कालावधीत प्रवाशांना ऑनलाइन तिकीट आरक्षण करता येणार नाही. तसेच तिकीट रद्द करणेही शक्य होणार नाही. रद्द करता येणार आहे. तसेच, तत्काळ तिकीट बुकिंगवरही परिणाम होणार आहे. रेल्वे प्रशासनाने प्रवाशांना सहकार्य करण्याचे आवाहन केले आहे. या कालावधीत इंटरनेटवरील तिकीट आरक्षण बंद राहणार आहे. चार्ट तयार करणे आणि इतर सेवा देखील बंद राहतील. प्रवाशांनी आपले प्रवासाचे नियोजन त्यानुसार करावे, असे आवाहन रेल्वे प्रशासनाने केले आहे. — [227, 1098, 584, 1303]
short-news-flag — [20, 440, 216, 468]
pharmacy-brief-body: कारवाईत आणखी वाढ करण्यात येणार असल्याचे एफडीएच्या अधिकाऱ्यांनी सांगितले. सुमारे ५० दुकानांचे परवाने निलंबित करण्यात आले आहेत. नागरिकांनीही डॉक्टरांच्या सल्ल्याशिवाय औषधे घेऊ नयेत असे आवाहन करण्यात आले आहे. चुकीच्या औषधांमुळे गंभीर दुष्परिणाम होऊ शकतात, असा इशारा देण्यात आला आहे. — [1243, 1118, 1425, 1195]
short-news-byline: मुंबई, नवराष्ट्र न्यूज नेटवर्क, — [20, 510, 116, 520]
lottery-body: म्हाडाच्या मुंबई मंडळाकडून लॉटरीमध्ये विक्री न झालेल्या घरांची आता सुमारे २०० घरांची दिवाळीत लॉटरी काढण्यात येणार आहे. म्हाडाच्या मुंबई मंडळाने जाहीर केलेल्या सोडतीत अनेक घरे शिल्लक राहिली होती. या घरांची आता पुन्हा लॉटरी काढण्यात येणार आहे. मिळालेल्या माहितीनुसार, या घरांची किंमत सुमारे १५ लाख ते ६५ लाख रुपयांपर्यंत आहे. या घरांसाठी ऑनलाइन अर्ज प्रक्रिया राबवण्यात येणार आहे. इच्छुक अर्जदारांना म्हाडाच्या संकेतस्थळावर अर्ज करता येणार आहे. अर्ज करण्याची अंतिम मुदत लवकरच जाहीर करण्यात येणार आहे. या सोडतीत अत्यल्प उत्पन्न गट, अल्प उत्पन्न गट, मध्यम उत्पन्न गट आणि उच्च उत्पन्न गटातील घरांचा समावेश आहे. म्हाडाकडून याबाबत अधिकृत घोषणा लवकरच करण्यात येणार आहे. — [240, 510, 423, 695]
quote-open-icon-2: “ — [403, 1518, 416, 1548]
cisf-sub1: बनावट वैद्यकीय चाचण्या — [1151, 867, 1245, 880]
loan-col2: भाजपकडून या टीकेला प्रत्युत्तर देण्यात आले आहे. उबाठा गटाची राजवटच निजामाची होती, अशी टीका भाजप नेत्यांनी केली आहे. या वादामुळे राज्याचे राजकारण तापले आहे. शेतकरी संघटनांनीही सरकारकडे कर्जमाफीची मागणी केली आहे. अवकाळी पावसामुळे झालेल्या नुकसानीची भरपाई तातडीने द्यावी, अशी मागणी करण्यात येत आहे. राज्यातील अनेक जिल्ह्यांमध्ये पिकांचे मोठे नुकसान झाले आहे. — [156, 872, 284, 1016]
custody-body: मुंबई पोलिसांच्या आर्थिक गुन्हे शाखेने एका माजी सीआयएसएफ अधिकाऱ्याला अटक केली आहे. सरकारी नोकरी लावून देण्याच्या बहाण्याने त्याने शेकडो तरुणांची फसवणूक केल्याचा आरोप आहे. त्याने कोट्यवधी रुपये उकळल्याचे तपासात समोर आले आहे. — [1058, 484, 1240, 562]
lead-col1b: या धर्मसभेत जैन समाजाचे धर्मगुरू कैवल्य रत्न महाराज यांनी मुंबई महापालिका निवडणूक लढवण्याची घोषणा केली. कबुतरखाने बंद करण्याचा निर्णय मागे घेण्यात यावा, अशी मागणी जैन समाजाकडून करण्यात येत आहे. या प्रश्नी जैन समाजाने आता राजकीय पक्ष स्थापन करण्याचा निर्णय घेतला असल्याचे महाराज यांनी सांगितले. — [20, 293, 214, 370]
cisf-dek: नोकरीच्या नावे शेकडो तरुणांना फसवले — [1005, 823, 1167, 837]
color-bar-group — [1022, 2443, 1080, 2455]
railway-col1: रेल्वेची प्रवासी आरक्षण प्रणाली (पीआरएस) सहा तासांसाठी बंद राहणार आहे. देखभाल आणि दुरुस्तीच्या कामासाठी ही प्रणाली बंद ठेवण्यात येणार आहे. ११ ऑक्टोबर रोजी रात्री ११.४५ ते १२ ऑक्टोबर रोजी पहाटे ५.४५ या कालावधीत ही प्रणाली बंद राहणार आहे. या कालावधीत प्रवाशांना ऑनलाइन तिकीट आरक्षण करता येणार नाही. तसेच तिकीट रद्द करणेही शक्य होणार नाही. — [239, 1184, 400, 1301]
drugs-story: कारवाई ● कोकेन, एमडीसह ७.०१ कोटी रुपयांचे ड्रग्ज केले हस्तगत नायजेरियनसह ९ तस्करांना अटक ▶ मुंबई, नवराष्ट्र न्यूज नेटवर्क, अमली पदार्थ तस्करीविरोधात मुंबई पोलिसांच्या अमली पदार्थविरोधी पथकाने मोठी कारवाई केली आहे. या कारवाईत एका नायजेरियन नागरिकासह ९ जणांना अटक करण्यात आली आहे. त्यांच्याकडून ७.०१ कोटी रुपयांचे अमली पदार्थ जप्त करण्यात आले आहेत. जप्त केलेल्या साहित्यात ५.२३ कोटींचे कोकेन, २११ ग्रॅम एमडी आणि इतर अमली पदार्थांचा समावेश आहे. पोलिसांनी गोपनीय माहितीच्या आधारे ही कारवाई केली. आरोपींना न्यायालयात हजर करण्यात आले असून त्यांना पोलीस कोठडी सुनावण्यात आली आहे. जप्त करण्यात आलेले अमली पदार्थ. सशियाईकंडून २४ हजार नायट्राझेपाम गोळ्या जप्त तीन संशयितांना २४ हजार गोळ्यांसह अटक करण्यात आली आहे. या गोळ्यांची किंमत सुमारे २४,९०० रुपये इतकी आहे. या प्रकरणातील मुख्य सूत्रधाराचा शोध सुरू आहे. नायजेरियन नागरिक गेल्या अनेक वर्षांपासून भारतात वास्तव्यास होता. तो बेकायदेशीरपणे राहत होता. या कारवाईत आणखी काही जणांना अटक होण्याची शक्यता पोलिसांनी वर्तवली आहे. ५.२३ कोटी किमतीचे कोकेन एनएसीने केले जप्त एएनसी वरळी युनिटने ही कारवाई केली. या कारवाईत ५.२३ कोटी किमतीचे कोकेन जप्त करण्यात आले. त्याचबरोबर, मुंबई सेंट्रल, कांदिवली आणि घाटकोपर परिसरातूनही अमली पदार्थ जप्त करण्यात आले. — [435, 440, 1033, 758]
edition-name: महामुंबई — [688, 14, 752, 37]
station-value: ५,५०० — [504, 1449, 597, 1466]
pharmacy-story: विना प्रिस्क्रिप्शन औषधविक्री करणाऱ्यांवर कारवाई सुरूच १३५ दुकानांना विक्रीबंदीचे आदेश; १२५ ना नोटीस ▶ मुंबई, नवराष्ट्र न्यूज नेटवर्क, डॉक्टरांच्या प्रिस्क्रिप्शनशिवाय औषधविक्री करणाऱ्या औषध दुकानांवर अन्न व औषध प्रशासनाकडून (एफडीए) कारवाई सुरूच आहे. राज्यभरात गेल्या काही महिन्यांत १३५ दुकानांना विक्रीबंदीचे आदेश देण्यात आले आहेत. तर १२५ दुकानांना नोटीस बजावण्यात आली आहे. एफडीएच्या अधिकाऱ्यांनी राज्यभरातील औषध दुकानांची तपासणी केली. त्यात अनेक दुकानांमध्ये विना प्रिस्क्रिप्शन औषधविक्री होत असल्याचे आढळून आले. विशेषतः शेड्यूल एच आणि एच-१ मधील औषधांची विक्री प्रिस्क्रिप्शनशिवाय होत असल्याचे समोर आले. कारवाईत आणखी वाढ करण्यात येणार असल्याचे एफडीएच्या अधिकाऱ्यांनी सांगितले. सुमारे ५० दुकानांचे परवाने निलंबित करण्यात आले आहेत. नागरिकांनीही डॉक्टरांच्या सल्ल्याशिवाय औषधे घेऊ नयेत असे आवाहन करण्यात आले आहे. चुकीच्या औषधांमुळे गंभीर दुष्परिणाम होऊ शकतात, असा इशारा देण्यात आला आहे. — [988, 1321, 1470, 1648]
cisf-col2: आरोपीने तरुणांच्या बनावट वैद्यकीय चाचण्याही घेतल्या होत्या. तसेच बनावट नियुक्तीपत्रेही दिली होती. अनेक तरुणांनी लाखो रुपये दिले होते. या प्रकरणी २०२२ पासून तक्रारी येत होत्या. — [1151, 886, 1288, 949]
holding-area-headline: गर्दी नियंत्रणासाठी रेल्वे उभारणार 'होल्डिंग एरिया' — [20, 1348, 641, 1389]
station-value: २,००० — [504, 1483, 597, 1500]
paper-logo: नवराष्ट्र — [598, 5, 680, 44]
murder-story: क्रूर कृत्य : कामाच्या वादातून घटना : गोदामात काम करणाऱ्या तीन सहकाऱ्यांना अटक साकीनाक्यात हत्या, चेंबूरमध्ये विल्हेवाट अपहरण करून मित्रालाच संपवले ▶ मुंबई, नवराष्ट्र न्यूज नेटवर्क, मुंबईतील साकीनाका परिसरात एका तरुणाची निर्घृण हत्या करण्यात आली असून त्याच्या मृतदेहाची चेंबूर परिसरात विल्हेवाट लावण्यात आली. या प्रकरणी पोलिसांनी तीन आरोपींना अटक केली आहे. तिन्ही आरोपी हे मृताचे सहकारी असल्याचे समोर आले आहे. पोलिसांनी दिलेल्या माहितीनुसार, गोदामात काम करणाऱ्या चौघांमध्ये कामावरून वाद झाला होता. त्यातून तिघांनी मिळून मृताचे अपहरण केले आणि त्याची हत्या केली. त्यानंतर मृतदेहाची विल्हेवाट लावण्यासाठी तो चेंबूर परिसरात नेण्यात आला. अन्सारी असे आहे. पोलिसांनी दिलेल्या माहितीनुसार, आरोपींनी मृतदेह एका सुटकेसमध्ये भरून नेला होता. चेंबूर येथे तो टाकून देण्यात आला. स्थानिक नागरिकांना सुटकेस आढळल्यानंतर त्यांनी पोलिसांना माहिती दिली. पोलिसांनी तातडीने तपास सुरू केला आणि तिन्ही आरोपींना अटक केली. पुढील तपास सुरू आहे. — [597, 1098, 1218, 1303]
drugs-sub2: सशियाईकंडून २४ हजार नायट्राझेपाम गोळ्या जप्त — [644, 649, 820, 661]
pharmacy-brief — [1231, 1098, 1425, 1303]
color-bar-group — [721, 2443, 779, 2455]
gold-col2: 'पीए' या स्टाफ एन्ट्री-एक्झिट पॉइंटजवळ तैनात असलेल्या एका पथकाने तीन संशयित व्यक्तींना ताब्यात घेतले. त्यांच्या कपड्यांमध्ये आणि शरीरात सोन्याच्या कॅप्सूल लपवण्यात आल्या होत्या. प्रत्येक कॅप्सूलचे वजन सुमारे १०० ग्रॅम होते. या प्रकरणी आणखी तपास सुरू असून, आंतरराष्ट्रीय टोळीचे धागेदोरे शोधण्यात येत आहेत. संबंधित विमान कंपनीच्या कर्मचाऱ्यांचीही चौकशी करण्यात येत आहे. डीआरआयच्या अधिकाऱ्यांनी सांगितले की, ही तस्करी गेल्या अनेक महिन्यांपासून सुरू होती. — [719, 948, 980, 1038]
drugs-tag: कारवाई — [448, 440, 493, 458]
station-name: सीएसएमटी — [403, 1432, 504, 1449]
twitter-icon[interactable] — [1342, 17, 1356, 32]
